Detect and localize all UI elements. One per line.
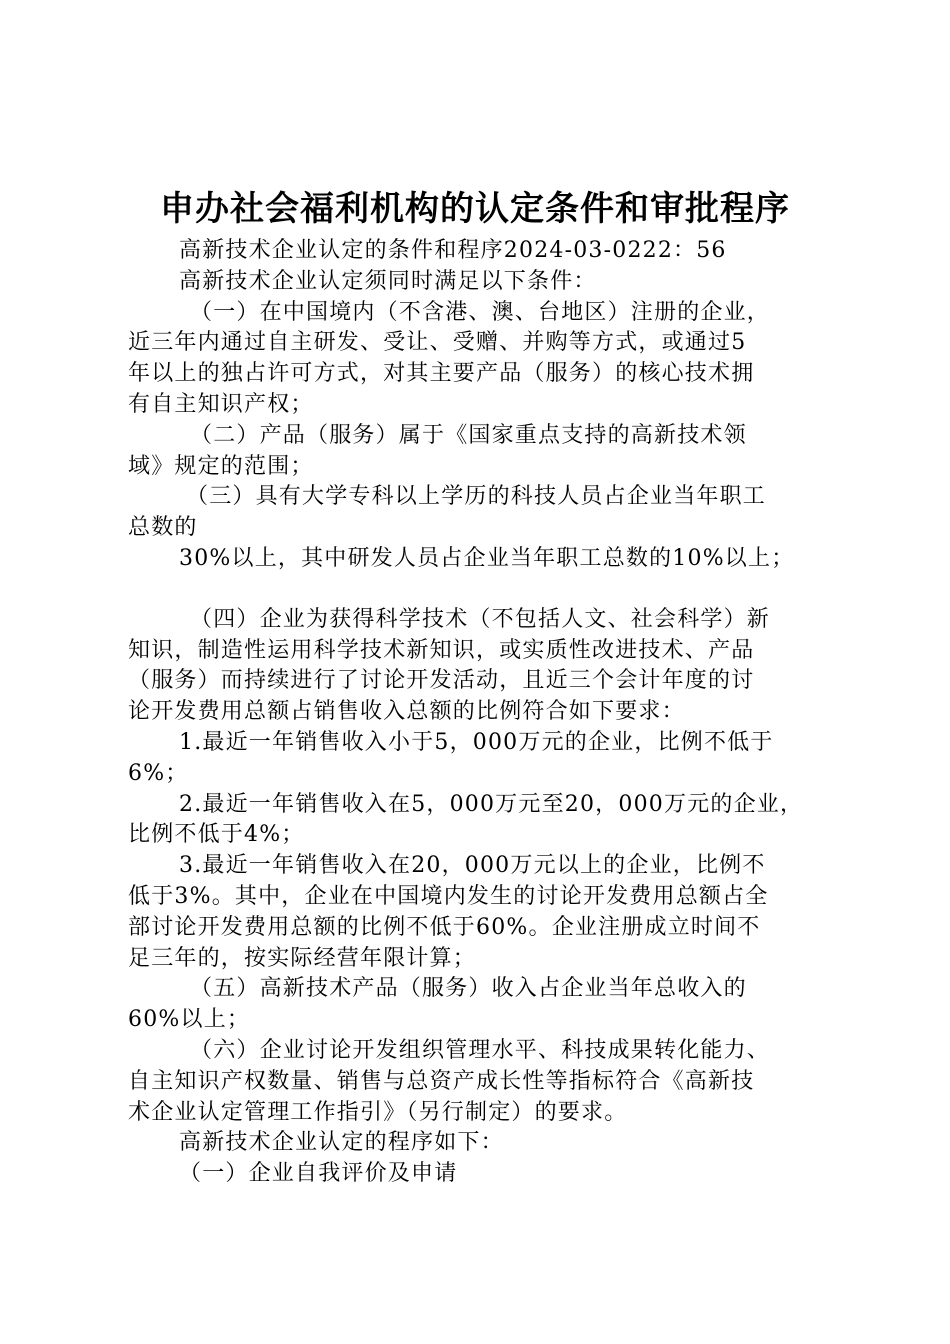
text-line: （二）产品（服务）属于《国家重点支持的高新技术领 (190, 422, 747, 448)
document-title: 申办社会福利机构的认定条件和审批程序 (160, 189, 790, 229)
text-line: 总数的 (128, 515, 198, 541)
text-line: （三）具有大学专科以上学历的科技人员占企业当年职工 (186, 484, 767, 510)
text-line: 部讨论开发费用总额的比例不低于60%。企业注册成立时间不 (128, 914, 761, 940)
text-line: 高新技术企业认定的条件和程序2024-03-0222：56 (179, 238, 727, 263)
text-line: 1.最近一年销售收入小于5，000万元的企业，比例不低于 (179, 729, 774, 755)
text-line: 自主知识产权数量、销售与总资产成长性等指标符合《高新技 (128, 1068, 755, 1094)
text-line: 比例不低于4%； (128, 822, 305, 848)
text-line: 域》规定的范围； (128, 453, 314, 479)
paragraph-gap (128, 575, 832, 605)
text-line: （一）在中国境内（不含港、澳、台地区）注册的企业， (190, 299, 771, 325)
text-line: （一）企业自我评价及申请 (179, 1161, 458, 1187)
text-line: （四）企业为获得科学技术（不包括人文、社会科学）新 (190, 606, 771, 632)
text-line: 60%以上； (128, 1007, 251, 1033)
text-line: 低于3%。其中，企业在中国境内发生的讨论开发费用总额占全 (128, 883, 769, 909)
text-line: 30%以上，其中研发人员占企业当年职工总数的10%以上； (179, 545, 795, 571)
text-line: 近三年内通过自主研发、受让、受赠、并购等方式，或通过5 (128, 330, 747, 356)
text-line: 论开发费用总额占销售收入总额的比例符合如下要求： (128, 699, 685, 725)
text-line: 知识，制造性运用科学技术新知识，或实质性改进技术、产品 (128, 637, 755, 663)
text-line: 足三年的，按实际经营年限计算； (128, 945, 477, 971)
text-line: （服务）而持续进行了讨论开发活动，且近三个会计年度的讨 (128, 668, 755, 694)
text-line: 术企业认定管理工作指引》（另行制定）的要求。 (128, 1099, 628, 1125)
text-line: 6%； (128, 760, 189, 786)
text-line: 高新技术企业认定须同时满足以下条件： (179, 268, 597, 294)
text-line: 2.最近一年销售收入在5，000万元至20，000万元的企业， (179, 791, 804, 817)
text-line: 3.最近一年销售收入在20，000万元以上的企业，比例不 (179, 853, 766, 879)
text-line: （五）高新技术产品（服务）收入占企业当年总收入的 (190, 976, 747, 1002)
text-line: 年以上的独占许可方式，对其主要产品（服务）的核心技术拥 (128, 361, 755, 387)
document-body (128, 236, 832, 1190)
text-line: （六）企业讨论开发组织管理水平、科技成果转化能力、 (190, 1037, 771, 1063)
text-line: 有自主知识产权； (128, 391, 314, 417)
text-line: 高新技术企业认定的程序如下： (179, 1130, 504, 1156)
